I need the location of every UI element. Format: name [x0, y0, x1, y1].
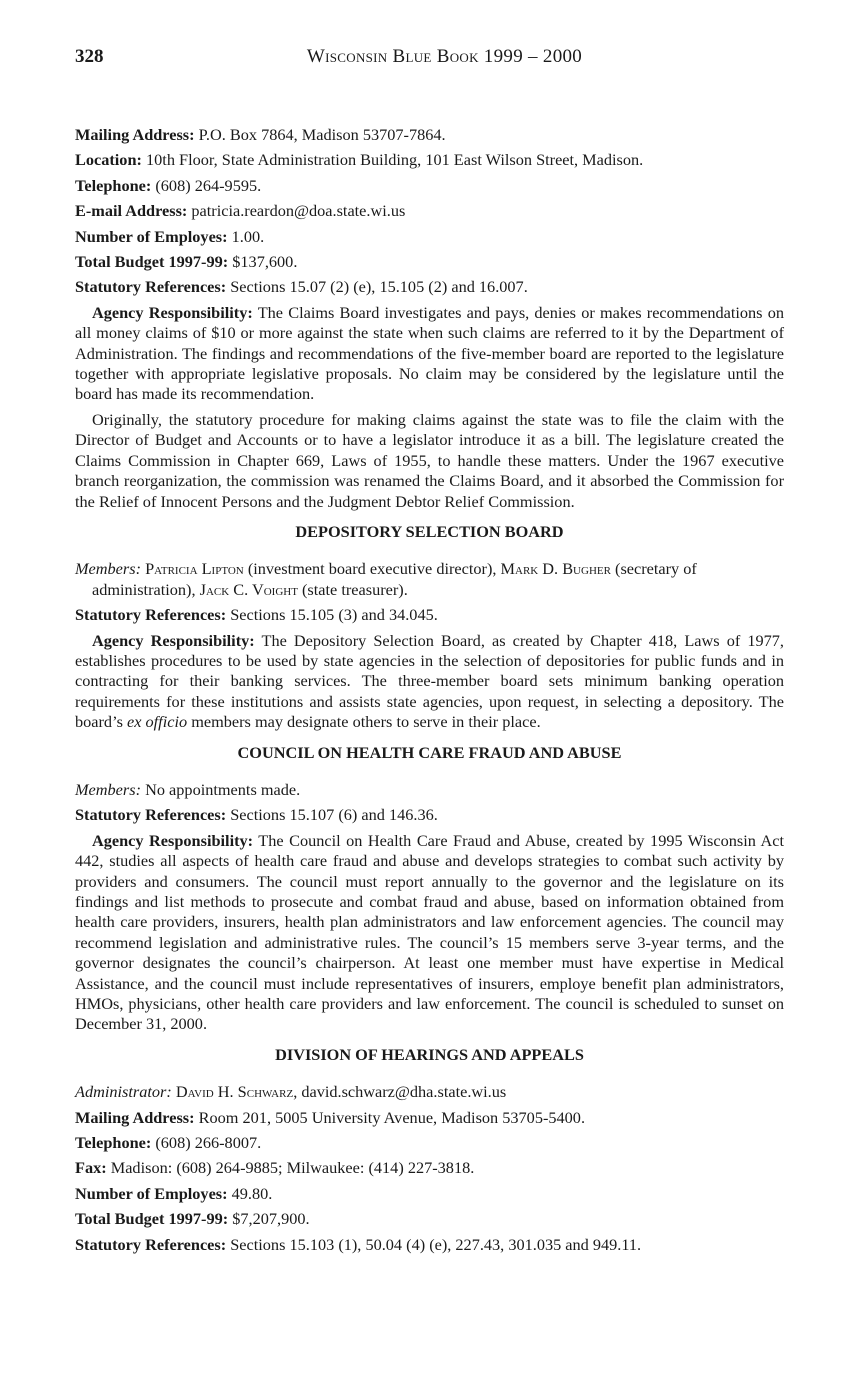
field-label: Agency Responsibility: — [92, 302, 253, 322]
field-value: $137,600. — [232, 252, 298, 272]
claims-statutory — [75, 277, 784, 297]
member-role: (secretary of administration), — [92, 559, 697, 599]
hearings-mailing-address — [75, 1108, 784, 1128]
field-label: Number of Employes: — [75, 226, 228, 246]
depository-members — [75, 559, 784, 600]
field-value: Sections 15.105 (3) and 34.045. — [230, 605, 438, 625]
claims-email — [75, 201, 784, 221]
hearings-statutory — [75, 1235, 784, 1255]
field-value: (608) 264-9595. — [155, 175, 262, 195]
paragraph-emphasis: ex officio — [127, 712, 188, 732]
field-value: Room 201, 5005 University Avenue, Madison 53705-5400. — [198, 1107, 586, 1127]
section-heading-hearings: DIVISION OF HEARINGS AND APPEALS — [275, 1044, 584, 1064]
member-name: Jack C. Voight — [199, 579, 298, 599]
field-label: Total Budget 1997-99: — [75, 252, 229, 272]
field-label: Statutory References: — [75, 805, 227, 825]
depository-responsibility — [75, 631, 784, 733]
hearings-telephone — [75, 1133, 784, 1153]
field-value: 49.80. — [231, 1183, 273, 1203]
claims-mailing-address — [75, 125, 784, 145]
field-label: Mailing Address: — [75, 1107, 195, 1127]
field-label: E-mail Address: — [75, 201, 188, 221]
field-value: 10th Floor, State Administration Building, 101 East Wilson Street, Madison. — [146, 150, 644, 170]
field-label: Agency Responsibility: — [92, 830, 254, 850]
field-label: Number of Employes: — [75, 1183, 228, 1203]
field-label: Telephone: — [75, 175, 152, 195]
field-value: P.O. Box 7864, Madison 53707-7864. — [198, 125, 446, 144]
section-heading-depository: DEPOSITORY SELECTION BOARD — [295, 521, 564, 541]
field-value: Madison: (608) 264-9885; Milwaukee: (414) 227-3818. — [110, 1158, 475, 1178]
member-role: (state treasurer). — [297, 579, 408, 599]
claims-history: Originally, the statutory procedure for making claims against the state was to file the claim with the Director of Budget and Accounts or to have a legislator introduce it as a bill. The legislature created the Claims Commission in Chapter 669, Laws of 1955, to handle these matters. Under the 1967 executive branch reorganization, the commission was renamed the Claims Board, and it absorbed the Commission for the Relief of Innocent Persons and the Judgment Debtor Relief Commission. — [75, 409, 784, 511]
claims-location — [75, 150, 784, 170]
paragraph-text: The Claims Board investigates and pays, denies or makes recommendations on all money claims of $10 or more against the state when such claims are referred to it by the Department of Administration. The findings and recommendations of the five-member board are reported to the legislature together with appropriate legislative proposals. No claim may be considered by the legislature until the board has made its recommendation. — [75, 302, 784, 404]
field-value: $7,207,900. — [232, 1209, 310, 1229]
paragraph-text: The Council on Health Care Fraud and Abuse, created by 1995 Wisconsin Act 442, studies all aspects of health care fraud and abuse and develops strategies to combat such activity by providers and consumers. The council must report annually to the governor and the legislature on its findings and list methods to prosecute and combat fraud and abuse, based on information obtained from health care providers, insurers, health plan administrators and law enforcement agencies. The council may recommend legislation and administrative rules. The council’s 15 members serve 3-year terms, and the governor designates the council’s chairperson. At least one member must have expertise in Medical Assistance, and the council must include representatives of insurers, employe benefit plan administrators, HMOs, physicians, other health care providers and law enforcement. The council is scheduled to sunset on December 31, 2000. — [75, 830, 784, 1034]
administrator-email: , david.schwarz@dha.state.wi.us — [293, 1082, 507, 1102]
claims-responsibility — [75, 303, 784, 405]
hearings-administrator — [75, 1082, 784, 1102]
field-label: Total Budget 1997-99: — [75, 1209, 229, 1229]
claims-telephone — [75, 176, 784, 196]
health-fraud-responsibility — [75, 831, 784, 1035]
health-fraud-members — [75, 780, 784, 800]
field-value: Sections 15.103 (1), 50.04 (4) (e), 227.43, 301.035 and 949.11. — [230, 1234, 642, 1254]
field-value: 1.00. — [231, 226, 265, 246]
field-value: patricia.reardon@doa.state.wi.us — [191, 201, 406, 221]
member-role: (investment board executive director), — [243, 559, 501, 579]
administrator-label: Administrator: — [75, 1082, 172, 1102]
hearings-fax — [75, 1158, 784, 1178]
page-number: 328 — [75, 46, 104, 67]
claims-budget — [75, 252, 784, 272]
field-label: Agency Responsibility: — [92, 630, 255, 650]
section-heading-health-fraud: COUNCIL ON HEALTH CARE FRAUD AND ABUSE — [237, 742, 622, 762]
paragraph-text: The Depository Selection Board, as created by Chapter 418, Laws of 1977, establishes procedures to be used by state agencies in the selection of depositories for public funds and in contracting for their banking services. The three-member board sets minimum banking operation requirements for these institutions and assists state agencies, upon request, in selecting a depository. The board’s — [75, 630, 784, 732]
field-label: Statutory References: — [75, 1234, 227, 1254]
field-value: No appointments made. — [145, 779, 301, 799]
hearings-budget — [75, 1209, 784, 1229]
member-name: Mark D. Bugher — [500, 559, 611, 579]
field-label: Statutory References: — [75, 277, 227, 297]
field-label: Mailing Address: — [75, 125, 195, 144]
field-label: Fax: — [75, 1158, 107, 1178]
hearings-employes — [75, 1184, 784, 1204]
member-name: Patricia Lipton — [145, 559, 244, 579]
field-value: (608) 266-8007. — [155, 1133, 262, 1153]
field-label: Statutory References: — [75, 605, 227, 625]
field-label: Telephone: — [75, 1133, 152, 1153]
claims-employes — [75, 227, 784, 247]
page-content — [75, 125, 784, 1260]
paragraph-text: members may designate others to serve in their place. — [187, 712, 541, 732]
health-fraud-statutory — [75, 805, 784, 825]
field-value: Sections 15.07 (2) (e), 15.105 (2) and 16.007. — [230, 277, 528, 297]
running-title: Wisconsin Blue Book 1999 – 2000 — [306, 46, 583, 67]
page-header — [75, 46, 784, 74]
depository-statutory — [75, 605, 784, 625]
field-label: Location: — [75, 150, 142, 170]
members-label: Members: — [75, 559, 142, 579]
field-value: Sections 15.107 (6) and 146.36. — [230, 805, 438, 825]
members-label: Members: — [75, 779, 142, 799]
administrator-name: David H. Schwarz — [175, 1082, 294, 1102]
